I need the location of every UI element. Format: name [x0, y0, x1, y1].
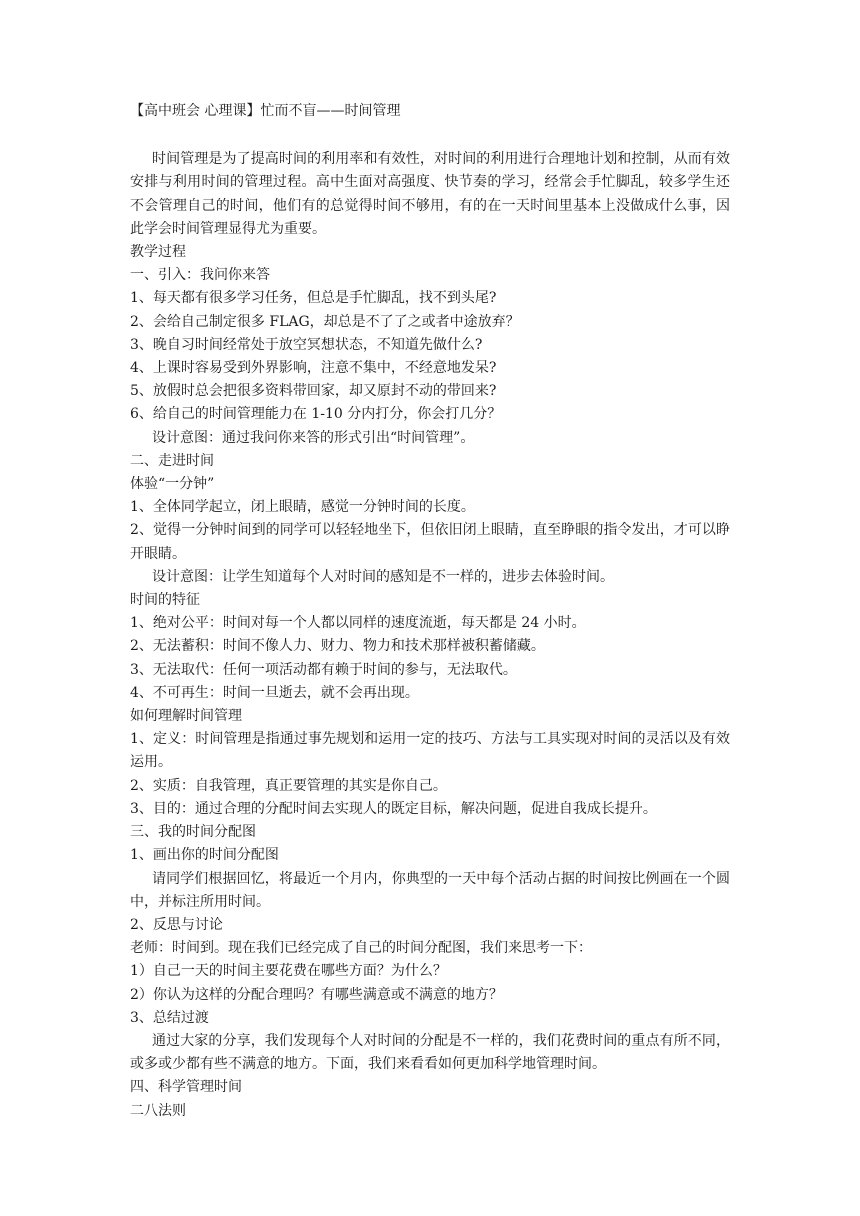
text-line: 3、无法取代：任何一项活动都有赖于时间的参与，无法取代。 — [130, 661, 517, 678]
document-page — [130, 100, 730, 1123]
text-line: 设计意图：通过我问你来答的形式引出“时间管理”。 — [152, 429, 475, 446]
text-line: 老师：时间到。现在我们已经完成了自己的时间分配图，我们来思考一下： — [130, 940, 592, 957]
intro-paragraph: 时间管理是为了提高时间的利用率和有效性，对时间的利用进行合理地计划和控制，从而有效安排与利用时间的管理过程。高中生面对高强度、快节奏的学习，经常会手忙脚乱，较多学生还不会管理自己的时间，他们有的总觉得时间不够用，有的在一天时间里基本上没做成什么事，因此学会时间管理显得尤为重要。 — [130, 151, 730, 237]
text-line: 1、画出你的时间分配图 — [130, 847, 279, 864]
text-line: 1、绝对公平：时间对每一个人都以同样的速度流逝，每天都是 24 小时。 — [130, 615, 586, 632]
text-line: 1、定义：时间管理是指通过事先规划和运用一定的技巧、方法与工具实现对时间的灵活以及有效运用。 — [130, 731, 730, 771]
document-title: 【高中班会 心理课】忙而不盲——时间管理 — [130, 103, 401, 119]
text-line: 2、反思与讨论 — [130, 916, 223, 933]
text-line: 请同学们根据回忆，将最近一个月内，你典型的一天中每个活动占据的时间按比例画在一个圆中，并标注所用时间。 — [130, 870, 730, 910]
text-line: 2、觉得一分钟时间到的同学可以轻轻地坐下，但依旧闭上眼睛，直至睁眼的指令发出，才可以睁开眼睛。 — [130, 522, 730, 562]
document-body — [130, 241, 730, 1123]
text-line: 一、引入：我问你来答 — [130, 267, 270, 284]
text-line: 三、我的时间分配图 — [130, 824, 256, 841]
text-line: 1）自己一天的时间主要花费在哪些方面？为什么？ — [130, 963, 447, 980]
text-line: 2、无法蓄积：时间不像人力、财力、物力和技术那样被积蓄储藏。 — [130, 638, 545, 655]
text-line: 4、上课时容易受到外界影响，注意不集中，不经意地发呆? — [130, 360, 497, 377]
text-line: 体验“一分钟” — [130, 476, 215, 493]
text-line: 3、目的：通过合理的分配时间去实现人的既定目标，解决问题，促进自我成长提升。 — [130, 800, 657, 817]
text-line: 通过大家的分享，我们发现每个人对时间的分配是不一样的，我们花费时间的重点有所不同，或多或少都有些不满意的地方。下面，我们来看看如何更加科学地管理时间。 — [130, 1032, 730, 1073]
text-line: 3、总结过渡 — [130, 1009, 209, 1026]
text-line: 四、科学管理时间 — [130, 1079, 242, 1096]
text-line: 教学过程 — [130, 244, 186, 261]
text-line: 4、不可再生：时间一旦逝去，就不会再出现。 — [130, 684, 419, 701]
text-line: 1、每天都有很多学习任务，但总是手忙脚乱，找不到头尾? — [130, 290, 497, 307]
text-line: 如何理解时间管理 — [130, 708, 242, 725]
text-line: 3、晚自习时间经常处于放空冥想状态，不知道先做什么? — [130, 336, 483, 353]
text-line: 2、实质：自我管理，真正要管理的其实是你自己。 — [130, 777, 447, 794]
text-line: 2、会给自己制定很多 FLAG，却总是不了了之或者中途放弃？ — [130, 313, 520, 330]
text-line: 二、走进时间 — [130, 452, 214, 469]
text-line: 设计意图：让学生知道每个人对时间的感知是不一样的，进步去体验时间。 — [152, 568, 614, 585]
text-line: 1、全体同学起立，闭上眼睛，感觉一分钟时间的长度。 — [130, 499, 475, 516]
text-line: 时间的特征 — [130, 592, 200, 609]
text-line: 2）你认为这样的分配合理吗？有哪些满意或不满意的地方？ — [130, 986, 503, 1003]
text-line: 6、给自己的时间管理能力在 1-10 分内打分，你会打几分？ — [130, 406, 502, 423]
text-line: 二八法则 — [130, 1102, 186, 1119]
text-line: 5、放假时总会把很多资料带回家，却又原封不动的带回来? — [130, 383, 497, 400]
